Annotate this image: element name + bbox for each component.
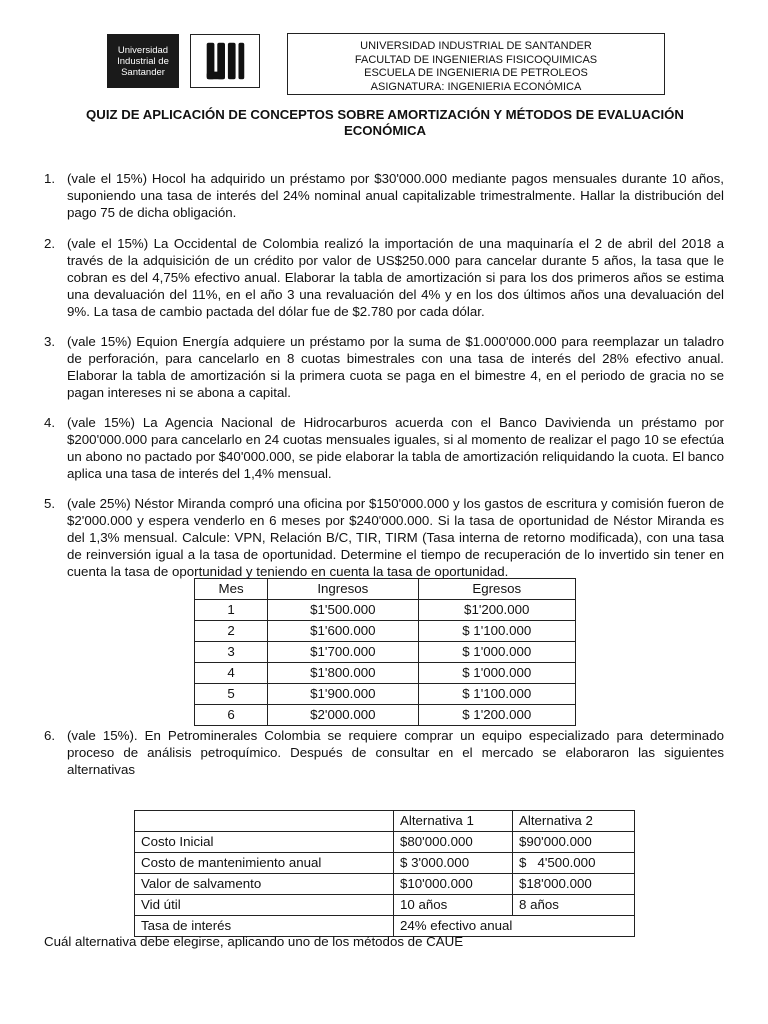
logo-line: Santander [121,66,165,78]
question-text: (vale 15%). En Petrominerales Colombia se requiere comprar un equipo especializado para determinado proceso de análisis petroquímico. Después de consultar en el mercado se elaboraron las siguientes alternativas [67,728,724,777]
table-cell: $ 1'100.000 [418,684,575,705]
table-header: Egresos [418,579,575,600]
table-cell: $90'000.000 [513,832,635,853]
table-header: Ingresos [268,579,418,600]
header-line: UNIVERSIDAD INDUSTRIAL DE SANTANDER [360,40,592,52]
table-cell: 4 [195,663,268,684]
header-line: FACULTAD DE INGENIERIAS FISICOQUIMICAS [354,53,598,66]
table-cell: 1 [195,600,268,621]
question-number: 2. [44,236,56,251]
logo-line: Industrial de [117,55,169,67]
question-5 [44,495,724,580]
table-cell: 3 [195,642,268,663]
table-row [135,895,635,916]
table-cell: Costo Inicial [135,832,394,853]
header-line: ASIGNATURA: INGENIERIA ECONÓMICA [370,80,582,93]
table-row [195,600,576,621]
table-row [135,853,635,874]
table-cell: Valor de salvamento [135,874,394,895]
university-logo [107,34,179,88]
table-row [135,832,635,853]
question-text: (vale el 15%) La Occidental de Colombia realizó la importación de una maquinaría el 2 de abril del 2018 a través de la adquisición de un crédito por valor de US$250.000 para cancelar durante 5 años, la tasa que le cobran es del 4,75% efectivo anual. Elaborar la tabla de amortización si para los dos primeros años se estima una devaluación del 11%, en el año 3 una revaluación del 4% y en los dos últimos años una devaluación del 9%. La tasa de cambio pactada del dólar fue de $2.780 por cada dólar. [67,236,724,319]
header-line: ESCUELA DE INGENIERIA DE PETROLEOS [364,67,588,79]
uis-logo [190,34,260,88]
table-header-row [135,811,635,832]
table-row [195,705,576,726]
page-title: QUIZ DE APLICACIÓN DE CONCEPTOS SOBRE AMORTIZACIÓN Y MÉTODOS DE EVALUACIÓN ECONÓMICA [86,107,684,138]
question-number: 5. [44,496,56,511]
table-row [135,874,635,895]
table-cell: $ 1'100.000 [418,621,575,642]
table-row [195,684,576,705]
table-header: Alternativa 2 [513,811,635,832]
table-cell: $ 1'000.000 [418,663,575,684]
table-row [195,642,576,663]
closing-question: Cuál alternativa debe elegirse, aplicando uno de los métodos de CAUE [44,934,464,949]
table-row [195,663,576,684]
table-cell: $18'000.000 [513,874,635,895]
question-2 [44,235,724,320]
table-header: Mes [195,579,268,600]
table-header-row [195,579,576,600]
question-number: 6. [44,728,56,743]
table-cell: Tasa de interés [135,916,394,937]
table-cell: $ 4'500.000 [513,853,635,874]
question-text: (vale 25%) Néstor Miranda compró una oficina por $150'000.000 y los gastos de escritura y comisión fueron de $2'000.000 y espera venderlo en 6 meses por $240'000.000. Si la tasa de oportunidad de Néstor Miranda es del 1,3% mensual. Calcule: VPN, Relación B/C, TIR, TIRM (Tasa interna de retorno modificada), con una tasa de reinversión igual a la tasa de oportunidad. Determine el tiempo de recuperación de lo invertido sin tener en cuenta la tasa de oportunidad y teniendo en cuenta la tasa de oportunidad. [67,496,724,579]
table-cell: $2'000.000 [268,705,418,726]
table-cell: $1'800.000 [268,663,418,684]
logo-line: Universidad [117,44,169,56]
table-cell: $10'000.000 [394,874,513,895]
question-1 [44,170,724,221]
question-4 [44,414,724,482]
table-cell: 10 años [394,895,513,916]
table-header: Alternativa 1 [394,811,513,832]
table-cell: $ 3'000.000 [394,853,513,874]
table-cell: $1'700.000 [268,642,418,663]
table-cell: $1'500.000 [268,600,418,621]
question-text: (vale 15%) La Agencia Nacional de Hidrocarburos acuerda con el Banco Davivienda un préstamo por $200'000.000 para cancelarlo en 24 cuotas mensuales iguales, si al momento de realizar el pago 10 se efectúa un abono no pactado por $40'000.000, se pide elaborar la tabla de amortización reliquidando la cuota. El banco aplica una tasa de interés del 1,4% mensual. [67,415,724,481]
table-cell: $ 1'000.000 [418,642,575,663]
table-cell: $ 1'200.000 [418,705,575,726]
table-row [195,621,576,642]
institution-header [287,33,665,95]
table-cell: $1'200.000 [418,600,575,621]
question-6 [44,727,724,778]
table-cell: 8 años [513,895,635,916]
question-text: (vale 15%) Equion Energía adquiere un préstamo por la suma de $1.000'000.000 para reemplazar un taladro de perforación, para cancelarlo en 8 cuotas bimestrales con una tasa de interés del 28% efectivo anual. Elaborar la tabla de amortización si la primera cuota se paga en el bimestre 4, en el periodo de gracia no se pagan intereses ni se abona a capital. [67,334,724,400]
table-cell: $80'000.000 [394,832,513,853]
question-number: 4. [44,415,56,430]
table-header [135,811,394,832]
table-cell: 24% efectivo anual [394,916,635,937]
cashflow-table [194,578,576,726]
table-cell: Vid útil [135,895,394,916]
question-number: 3. [44,334,56,349]
table-cell: 5 [195,684,268,705]
table-cell: 6 [195,705,268,726]
question-text: (vale el 15%) Hocol ha adquirido un préstamo por $30'000.000 mediante pagos mensuales durante 10 años, suponiendo una tasa de interés del 24% nominal anual capitalizable trimestralmente. Hallar la distribución del pago 75 de dicha obligación. [67,171,724,220]
table-cell: $1'600.000 [268,621,418,642]
question-number: 1. [44,171,56,186]
uis-emblem-icon [191,35,259,87]
question-3 [44,333,724,401]
table-cell: 2 [195,621,268,642]
table-cell: Costo de mantenimiento anual [135,853,394,874]
alternatives-table [134,810,635,937]
table-cell: $1'900.000 [268,684,418,705]
